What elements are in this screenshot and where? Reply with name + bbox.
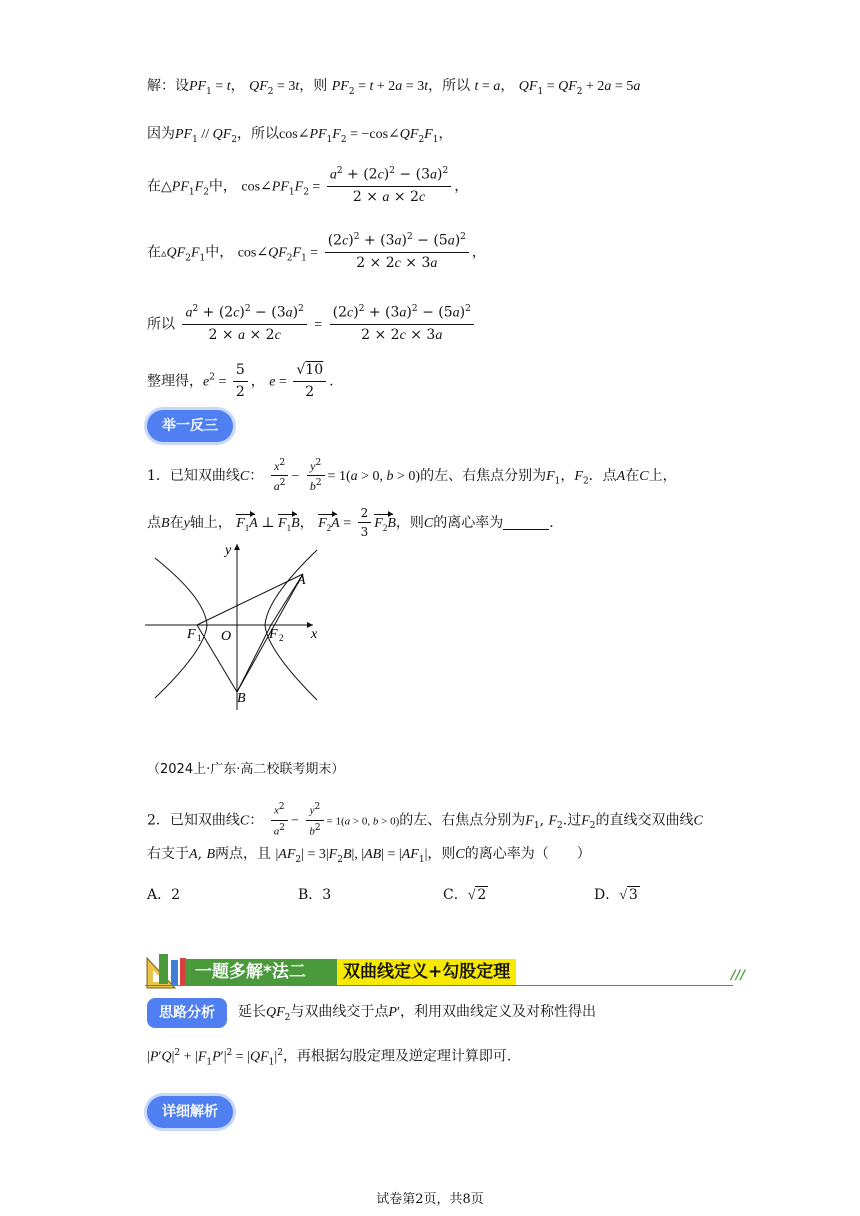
choice-c[interactable]: C．√ 2 bbox=[443, 887, 487, 903]
choice-label: D． bbox=[594, 887, 620, 903]
text: 在 bbox=[147, 244, 161, 261]
text: 中， bbox=[205, 244, 234, 261]
text: 延长 bbox=[238, 1004, 266, 1020]
text: 2．已知双曲线 bbox=[147, 812, 240, 829]
fraction: $\frac{x^2}{a^2}$ bbox=[271, 458, 289, 494]
label-A: A bbox=[297, 573, 306, 588]
label-F2: F bbox=[269, 627, 278, 642]
page-footer: 试卷第2页，共8页 bbox=[376, 1192, 484, 1207]
text: . bbox=[549, 514, 554, 531]
text: 的左、右焦点分别为 bbox=[420, 467, 547, 484]
label-B: B bbox=[237, 691, 246, 706]
choice-d[interactable]: D．√ 3 bbox=[594, 887, 638, 903]
text: 的左、右焦点分别为 bbox=[399, 812, 526, 829]
fraction: $\frac{√10}{2}$ bbox=[293, 362, 326, 401]
fraction: $\frac{x^2}{a^2}$ bbox=[271, 802, 288, 839]
method-banner bbox=[145, 950, 745, 990]
text: ， bbox=[500, 78, 515, 94]
text: 两点，且 bbox=[215, 846, 272, 862]
text: 解：设 bbox=[147, 78, 189, 94]
analysis-line-1: 延长$QF_2$与双曲线交于点P′，利用双曲线定义及对称性得出 bbox=[238, 1004, 597, 1023]
text: 1．已知双曲线 bbox=[147, 467, 240, 484]
solution-line-5: 所以 $\frac{a^2 + (2c)^2 - (3a)^2}{2 \times a \times 2c}$ = $\frac{(2c)^2 + (3a)^2 - (5a)^2}{2 \times 2c \times 3a}$ bbox=[147, 304, 477, 345]
fraction: $\frac{y^2}{b^2}$ bbox=[307, 458, 325, 494]
text: 的直线交双曲线 bbox=[595, 812, 694, 829]
text: 与双曲线交于点 bbox=[290, 1004, 389, 1020]
text: ，则 bbox=[299, 78, 328, 94]
text: ，再根据勾股定理及逆定理计算即可. bbox=[282, 1048, 512, 1065]
fraction: $\frac{a^2 + (2c)^2 - (3a)^2}{2 \times a \times 2c}$ bbox=[327, 166, 451, 207]
example-badge: 举一反三 bbox=[147, 410, 233, 442]
fraction: $\frac{5}{2}$ bbox=[233, 362, 248, 401]
choice-b[interactable] bbox=[298, 884, 331, 904]
problem-1-line-2: 点B在y轴上， $F_1A$ ⊥ $F_1B$， $F_2A$ = $\frac{2}{3}$ $F_2B$，则C的离心率为 . bbox=[147, 506, 554, 540]
problem-2-line-1: 2．已知双曲线C： $\frac{x^2}{a^2}$ − $\frac{y^2}{b^2}$ = 1(a > 0, b > 0)的左、右焦点分别为$F_1$, $F_2$.过$F_2$的直线交双曲线C bbox=[147, 802, 703, 838]
analysis-line-2: $|P'Q|^2 + |F_1P'|^2 = |QF_1|^2$，再根据勾股定理及逆定理计算即可. bbox=[147, 1048, 512, 1068]
choice-value: 3 bbox=[322, 887, 332, 903]
text: ，所以 bbox=[237, 126, 280, 142]
detail-badge: 详细解析 bbox=[147, 1096, 233, 1128]
label-F1: F bbox=[187, 627, 196, 642]
text: 点 bbox=[147, 514, 161, 531]
choice-value: 2 bbox=[171, 887, 181, 903]
problem-2-source: （2024上·广东·高二校联考期末） bbox=[147, 762, 345, 777]
label-F2-sub: 2 bbox=[279, 633, 284, 643]
text: 整理得， bbox=[147, 373, 203, 390]
text: 因为 bbox=[147, 126, 175, 142]
hyperbola-figure bbox=[145, 538, 335, 713]
method-label: 一题多解*法二 bbox=[185, 959, 380, 985]
topic-label: 双曲线定义+勾股定理 bbox=[337, 959, 516, 985]
text: ．点 bbox=[588, 467, 617, 484]
text: ， bbox=[438, 126, 453, 142]
solution-line-2: 因为$PF_1 // QF_2$，所以$\cos\angle PF_1F_2$ = $-\cos\angle QF_2F_1$， bbox=[147, 126, 453, 145]
choice-value: 2 bbox=[477, 887, 487, 903]
ruler-pencil-icon bbox=[145, 950, 189, 990]
fraction: $\frac{(2c)^2 + (3a)^2 - (5a)^2}{2 \times 2c \times 3a}$ bbox=[330, 304, 474, 345]
text: 中， bbox=[208, 178, 237, 195]
fraction: $\frac{(2c)^2 + (3a)^2 - (5a)^2}{2 \times 2c \times 3a}$ bbox=[325, 232, 469, 273]
label-F1-sub: 1 bbox=[197, 633, 202, 643]
text: 的离心率为 bbox=[433, 514, 504, 531]
text: 在 bbox=[625, 467, 640, 484]
fraction: $\frac{a^2 + (2c)^2 - (3a)^2}{2 \times a \times 2c}$ bbox=[182, 304, 306, 345]
text: 上， bbox=[648, 467, 677, 484]
problem-2-line-2: 右支于A, B两点，且 $|AF_2| = 3|F_2B|$, $|AB| = |AF_1|$，则C的离心率为（ ） bbox=[147, 846, 591, 865]
solution-line-6: 整理得，$e^2$ = $\frac{5}{2}$ ， e = $\frac{√10}{2}$ . bbox=[147, 362, 334, 400]
text: 的离心率为（ ） bbox=[464, 846, 591, 862]
analysis-badge: 思路分析 bbox=[147, 998, 227, 1028]
solution-line-3: 在$\triangle PF_1F_2$中， $\cos\angle PF_1F_2$ = $\frac{a^2 + (2c)^2 - (3a)^2}{2 \times a \times 2c}$ ， bbox=[147, 166, 469, 206]
text: ， bbox=[230, 78, 245, 94]
label-O: O bbox=[221, 629, 232, 644]
text: 在 bbox=[147, 178, 161, 195]
solution-line-1: 解：设$PF_1 = t$， $QF_2 = 3t$，则 $PF_2 = t + 2a = 3t$，所以 t = a， $QF_1 = QF_2 + 2a = 5a$ bbox=[147, 78, 641, 97]
problem-1-line-1: 1．已知双曲线C： $\frac{x^2}{a^2}$ − $\frac{y^2}{b^2}$ = 1(a > 0, b > 0)的左、右焦点分别为$F_1$，$F_2$．点A在C上， bbox=[147, 458, 677, 494]
text: ，则 bbox=[427, 846, 456, 862]
choice-label: B． bbox=[298, 887, 323, 903]
label-x: x bbox=[311, 627, 318, 642]
choice-a[interactable] bbox=[147, 884, 180, 904]
answer-blank[interactable] bbox=[503, 515, 549, 530]
text: 右支于 bbox=[147, 846, 189, 862]
banner-rule bbox=[145, 985, 733, 986]
text: 轴上， bbox=[189, 514, 232, 531]
text: 所以 bbox=[147, 316, 175, 333]
label-y: y bbox=[225, 543, 232, 558]
text: ，利用双曲线定义及对称性得出 bbox=[400, 1004, 597, 1020]
choice-label: A． bbox=[147, 887, 172, 903]
fraction: $\frac{2}{3}$ bbox=[358, 506, 372, 540]
text: .过 bbox=[562, 812, 582, 829]
solution-line-4: 在$▵QF_2F_1$中， $\cos\angle QF_2F_1$ = $\frac{(2c)^2 + (3a)^2 - (5a)^2}{2 \times 2c \times 3a}$ ， bbox=[147, 232, 486, 272]
choice-label: C． bbox=[443, 887, 468, 903]
choice-value: 3 bbox=[628, 887, 638, 903]
text: ，则 bbox=[395, 514, 424, 531]
text: ，所以 bbox=[428, 78, 471, 94]
banner-slashes: /// bbox=[730, 968, 745, 983]
text: 在 bbox=[169, 514, 184, 531]
fraction: $\frac{y^2}{b^2}$ bbox=[306, 802, 323, 839]
